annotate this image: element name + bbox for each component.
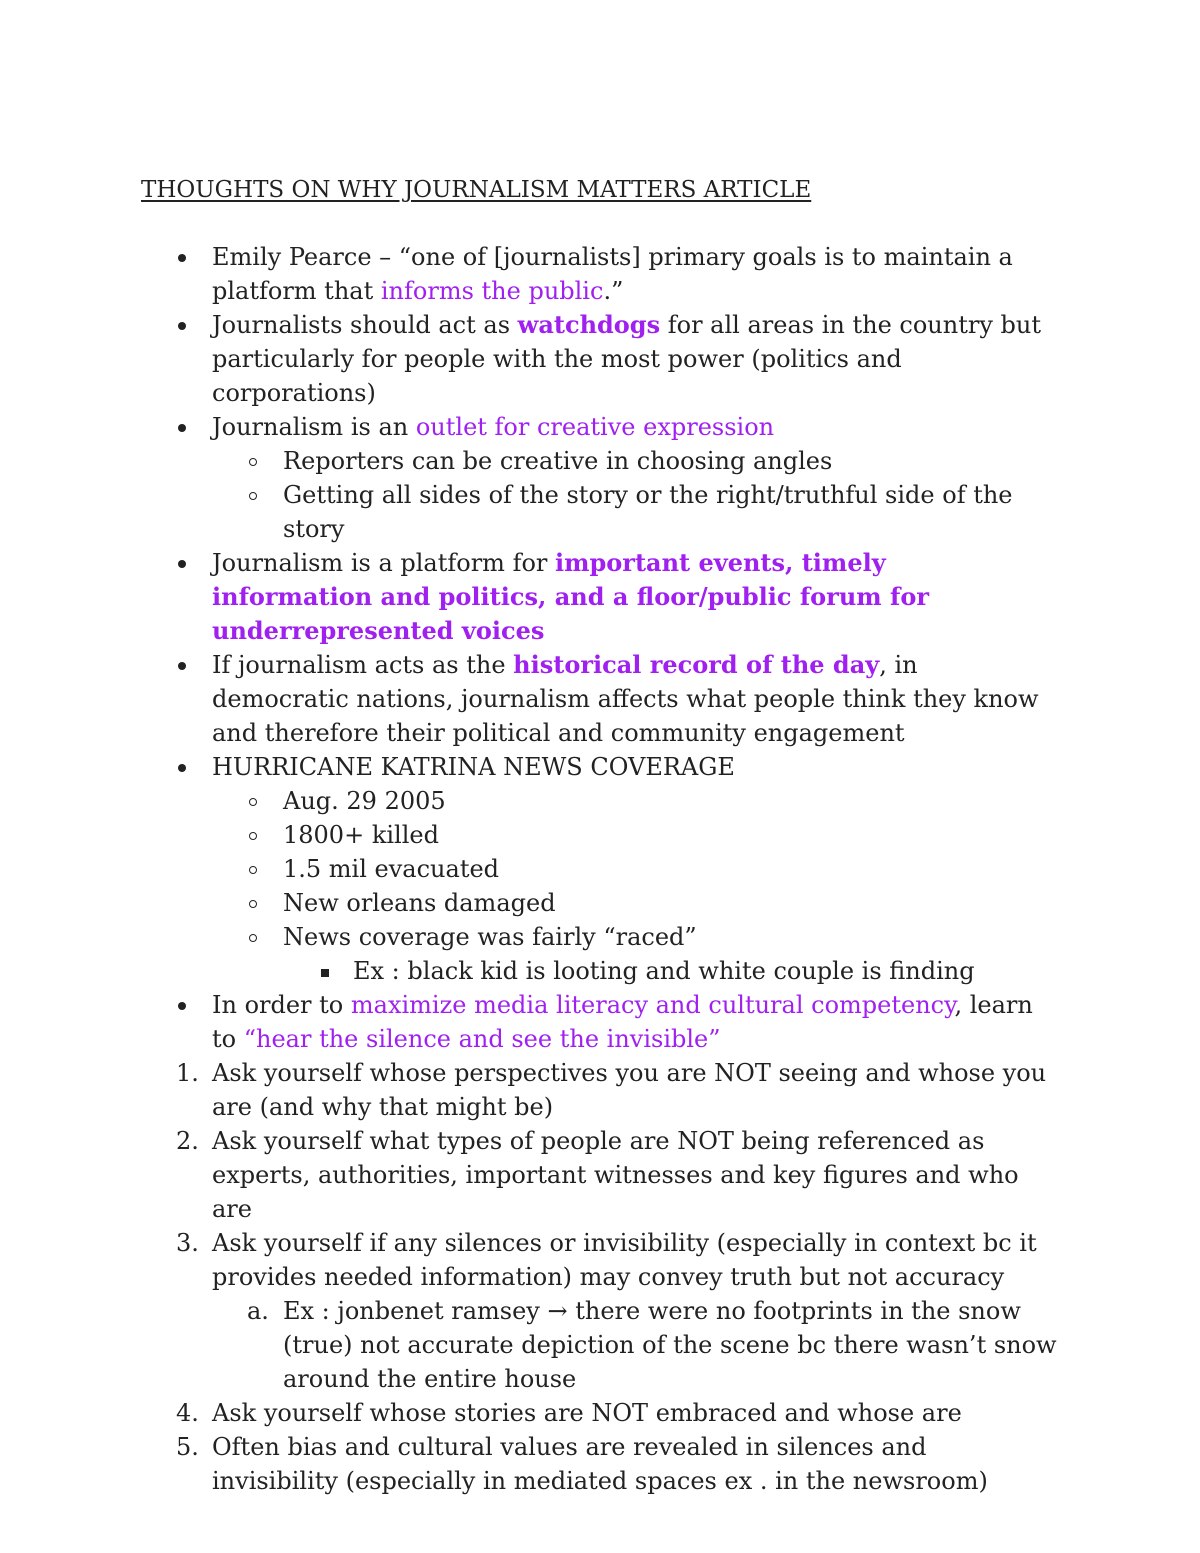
list-item: Journalists should act as watchdogs for all areas in the country but particularly for people with the most power (politics and corporations) [0, 308, 1052, 410]
sub-list-item: Reporters can be creative in choosing angles [0, 444, 1063, 478]
bullet-icon [178, 254, 186, 262]
sub-list-item: 1800+ killed [0, 818, 1063, 852]
bullet-icon [178, 322, 186, 330]
document-title: THOUGHTS ON WHY JOURNALISM MATTERS ARTICLE [141, 177, 812, 203]
sub-list-item: 1.5 mil evacuated [0, 852, 1063, 886]
list-item: HURRICANE KATRINA NEWS COVERAGE [0, 750, 1052, 784]
circle-bullet-icon [249, 458, 257, 466]
list-item: If journalism acts as the historical record of the day, in democratic nations, journalism affects what people think they know and therefore their political and community engagement [0, 648, 1052, 750]
sub-list-item: News coverage was fairly “raced” [0, 920, 1063, 954]
circle-bullet-icon [249, 492, 257, 500]
bullet-icon [178, 1002, 186, 1010]
highlight-text: outlet for creative expression [415, 413, 775, 441]
numbered-item: 1. Ask yourself whose perspectives you are NOT seeing and whose you are (and why that might be) [0, 1056, 1052, 1124]
bullet-icon [178, 560, 186, 568]
list-number: 2. [176, 1127, 199, 1155]
list-letter: a. [247, 1297, 269, 1325]
numbered-item: 4. Ask yourself whose stories are NOT embraced and whose are [0, 1396, 1052, 1430]
list-number: 3. [176, 1229, 199, 1257]
highlight-text: maximize media literacy and cultural competency [350, 991, 955, 1019]
bullet-icon [178, 764, 186, 772]
sub-list-item: Getting all sides of the story or the right/truthful side of the story [0, 478, 1063, 546]
list-number: 5. [176, 1433, 199, 1461]
circle-bullet-icon [249, 798, 257, 806]
lettered-item: a. Ex : jonbenet ramsey → there were no footprints in the snow (true) not accurate depiction of the scene bc there wasn’t snow around the entire house [0, 1294, 1063, 1396]
list-item: Journalism is a platform for important events, timely information and politics, and a floor/public forum for underrepresented voices [0, 546, 1052, 648]
sub-list-item: New orleans damaged [0, 886, 1063, 920]
bullet-icon [178, 424, 186, 432]
notes-list [0, 240, 1200, 1498]
numbered-item: 2. Ask yourself what types of people are NOT being referenced as experts, authorities, important witnesses and key figures and who are [0, 1124, 1052, 1226]
list-item: Emily Pearce – “one of [journalists] primary goals is to maintain a platform that informs the public.” [0, 240, 1052, 308]
highlight-text: watchdogs [517, 310, 661, 339]
bullet-icon [178, 662, 186, 670]
list-number: 4. [176, 1399, 199, 1427]
highlight-text: important events, timely information and politics, and a floor/public forum for underrepresented voices [212, 548, 929, 645]
circle-bullet-icon [249, 832, 257, 840]
highlight-text: informs the public [380, 277, 604, 305]
highlight-text: historical record of the day [513, 650, 880, 679]
square-bullet-icon [321, 969, 329, 977]
highlight-text: “hear the silence and see the invisible” [243, 1025, 721, 1053]
circle-bullet-icon [249, 934, 257, 942]
numbered-item: 5. Often bias and cultural values are revealed in silences and invisibility (especially in mediated spaces ex . in the newsroom) [0, 1430, 1052, 1498]
list-item: Journalism is an outlet for creative expression [0, 410, 1052, 444]
circle-bullet-icon [249, 866, 257, 874]
numbered-item: 3. Ask yourself if any silences or invisibility (especially in context bc it provides needed information) may convey truth but not accuracy [0, 1226, 1052, 1294]
sub-list-item: Aug. 29 2005 [0, 784, 1063, 818]
list-number: 1. [176, 1059, 199, 1087]
sub-sub-list-item: Ex : black kid is looting and white couple is finding [0, 954, 1073, 988]
list-item: In order to maximize media literacy and cultural competency, learn to “hear the silence and see the invisible” [0, 988, 1052, 1056]
circle-bullet-icon [249, 900, 257, 908]
